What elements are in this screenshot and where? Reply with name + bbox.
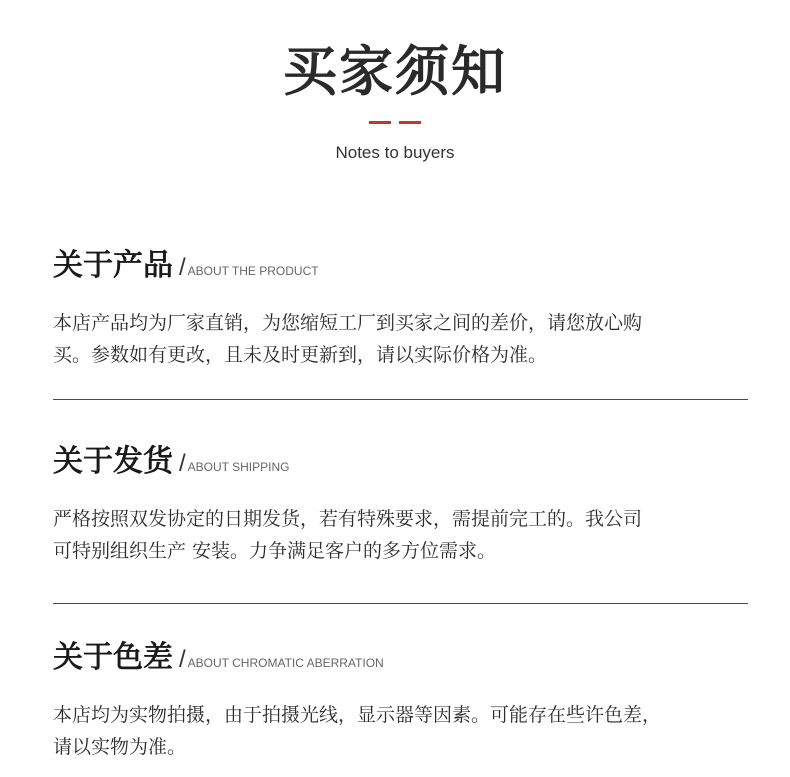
section-slash: /: [179, 646, 186, 673]
section-about-product: [53, 240, 748, 371]
underline-segment-right: [399, 121, 421, 124]
page-header: [0, 0, 790, 180]
section-heading: [53, 632, 748, 676]
section-about-shipping: [53, 436, 748, 567]
section-heading: [53, 240, 748, 284]
section-body-line: 本店均为实物拍摄，由于拍摄光线，显示器等因素。可能存在些许色差，: [53, 704, 662, 726]
section-english-title: ABOUT CHROMATIC ABERRATION: [187, 656, 384, 670]
section-title: 关于产品: [53, 248, 173, 283]
section-divider: [53, 399, 748, 400]
page-title: 买家须知: [283, 40, 507, 103]
section-body-line: 本店产品均为厂家直销，为您缩短工厂到买家之间的差价，请您放心购: [53, 312, 643, 334]
section-body: [53, 307, 748, 371]
title-underline-decoration: [369, 121, 421, 124]
section-about-chromatic-aberration: [53, 632, 748, 763]
section-english-title: ABOUT THE PRODUCT: [187, 264, 319, 278]
section-body-line: 严格按照双发协定的日期发货，若有特殊要求，需提前完工的。我公司: [53, 508, 643, 530]
page-subtitle: Notes to buyers: [335, 143, 455, 162]
section-english-title: ABOUT SHIPPING: [187, 460, 290, 474]
section-divider: [53, 603, 748, 604]
section-body: [53, 503, 748, 567]
section-title: 关于色差: [53, 640, 173, 675]
section-slash: /: [179, 254, 186, 281]
section-title: 关于发货: [53, 444, 173, 479]
section-heading: [53, 436, 748, 480]
underline-segment-left: [369, 121, 391, 124]
section-body-line: 买。参数如有更改，且未及时更新到，请以实际价格为准。: [53, 344, 548, 366]
section-body-line: 可特别组织生产 安装。力争满足客户的多方位需求。: [53, 540, 497, 562]
section-body-line: 请以实物为准。: [53, 736, 187, 758]
section-body: [53, 699, 748, 763]
section-slash: /: [179, 450, 186, 477]
